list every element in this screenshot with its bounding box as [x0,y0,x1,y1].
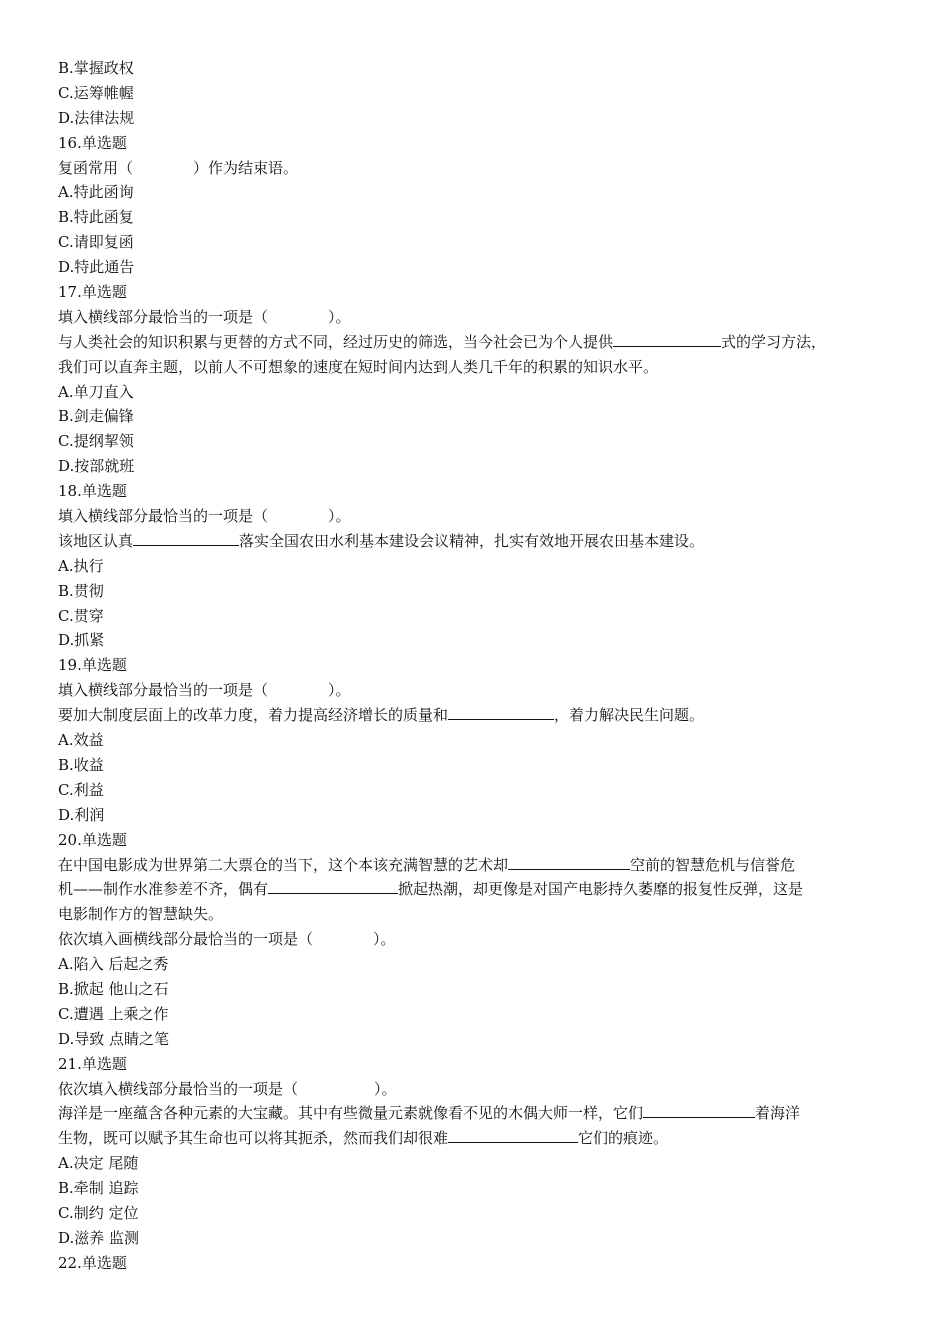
text-segment: ）。 [374,1079,397,1098]
text-segment: 着海洋 [755,1104,801,1123]
text-segment: 依次填入画横线部分最恰当的一项是（ [58,930,314,949]
text-segment: ，着力解决民生问题。 [554,706,705,725]
text-line: D.按部就班 [58,457,135,476]
text-line [58,703,898,728]
text-segment: 该地区认真 [58,531,134,550]
text-line: B.掀起 他山之石 [58,979,169,998]
text-line [58,877,898,902]
text-line [58,1077,898,1102]
text-line: 16.单选题 [58,133,127,152]
text-line: 19.单选题 [58,656,127,675]
text-line [58,678,898,703]
text-segment: ）。 [328,507,351,526]
text-segment: 掀起热潮，却更像是对国产电影持久萎靡的报复性反弹，这是 [398,880,804,899]
text-line: D.利润 [58,805,105,824]
text-segment: 填入横线部分最恰当的一项是（ [58,507,269,526]
text-line: D.特此通告 [58,258,135,277]
text-line: B.剑走偏锋 [58,407,134,426]
text-segment: 填入横线部分最恰当的一项是（ [58,307,269,326]
text-line: A.决定 尾随 [58,1154,139,1173]
text-line: 18.单选题 [58,482,127,501]
text-segment: 在中国电影成为世界第二大票仓的当下，这个本该充满智慧的艺术却 [58,855,509,874]
text-line: D.导致 点睛之笔 [58,1029,170,1048]
text-segment: 机——制作水准参差不齐，偶有 [58,880,269,899]
text-line: C.利益 [58,780,104,799]
text-line [58,156,898,181]
text-line: C.提纲挈领 [58,432,134,451]
fill-blank [133,529,239,546]
text-segment: 式的学习方法， [721,332,827,351]
fill-blank [268,877,398,894]
fill-blank [448,703,554,720]
text-line: A.特此函询 [58,183,134,202]
text-line: 我们可以直奔主题，以前人不可想象的速度在短时间内达到人类几千年的积累的知识水平。 [58,357,659,376]
text-line: B.收益 [58,755,104,774]
text-line: C.遭遇 上乘之作 [58,1004,169,1023]
text-segment: 依次填入横线部分最恰当的一项是（ [58,1079,299,1098]
text-segment: 海洋是一座蕴含各种元素的大宝藏。其中有些微量元素就像看不见的木偶大师一样，它们 [58,1104,644,1123]
text-segment: 复函常用（ [58,158,134,177]
text-line: C.贯穿 [58,606,104,625]
text-segment: 要加大制度层面上的改革力度，着力提高经济增长的质量和 [58,706,449,725]
fill-blank [508,853,630,870]
text-line [58,1101,898,1126]
text-line: 电影制作方的智慧缺失。 [58,905,224,924]
fill-blank [448,1126,578,1143]
text-line: C.运筹帷幄 [58,83,134,102]
text-line: B.特此函复 [58,208,134,227]
text-line [58,853,898,878]
text-segment: 落实全国农田水利基本建设会议精神，扎实有效地开展农田基本建设。 [239,531,705,550]
text-segment: 填入横线部分最恰当的一项是（ [58,681,269,700]
text-line [58,330,898,355]
text-line: 22.单选题 [58,1253,127,1272]
text-segment: ）。 [328,681,351,700]
text-line: B.贯彻 [58,581,104,600]
text-segment: 与人类社会的知识积累与更替的方式不同，经过历史的筛选，当今社会已为个人提供 [58,332,614,351]
text-segment: 空前的智慧危机与信誉危 [630,855,796,874]
fill-blank [643,1101,755,1118]
text-line: C.请即复函 [58,233,134,252]
text-line: B.牵制 追踪 [58,1179,139,1198]
text-line: D.法律法规 [58,108,135,127]
text-segment: ）作为结束语。 [193,158,299,177]
text-line: C.制约 定位 [58,1203,139,1222]
text-line: D.抓紧 [58,631,105,650]
text-line: A.执行 [58,556,104,575]
text-segment: 生物，既可以赋予其生命也可以将其扼杀，然而我们却很难 [58,1129,449,1148]
text-line [58,1126,898,1151]
text-line: A.效益 [58,731,104,750]
text-segment: ）。 [328,307,351,326]
text-line [58,529,898,554]
text-segment: ）。 [373,930,396,949]
text-line [58,927,898,952]
text-line: 17.单选题 [58,283,127,302]
text-line: A.单刀直入 [58,382,134,401]
text-line: A.陷入 后起之秀 [58,955,169,974]
text-line [58,504,898,529]
document-page [58,56,898,1276]
text-line [58,305,898,330]
fill-blank [613,330,721,347]
text-segment: 它们的痕迹。 [578,1129,669,1148]
text-line: 21.单选题 [58,1054,127,1073]
text-line: 20.单选题 [58,830,127,849]
text-line: D.滋养 监测 [58,1228,140,1247]
text-line: B.掌握政权 [58,59,134,77]
